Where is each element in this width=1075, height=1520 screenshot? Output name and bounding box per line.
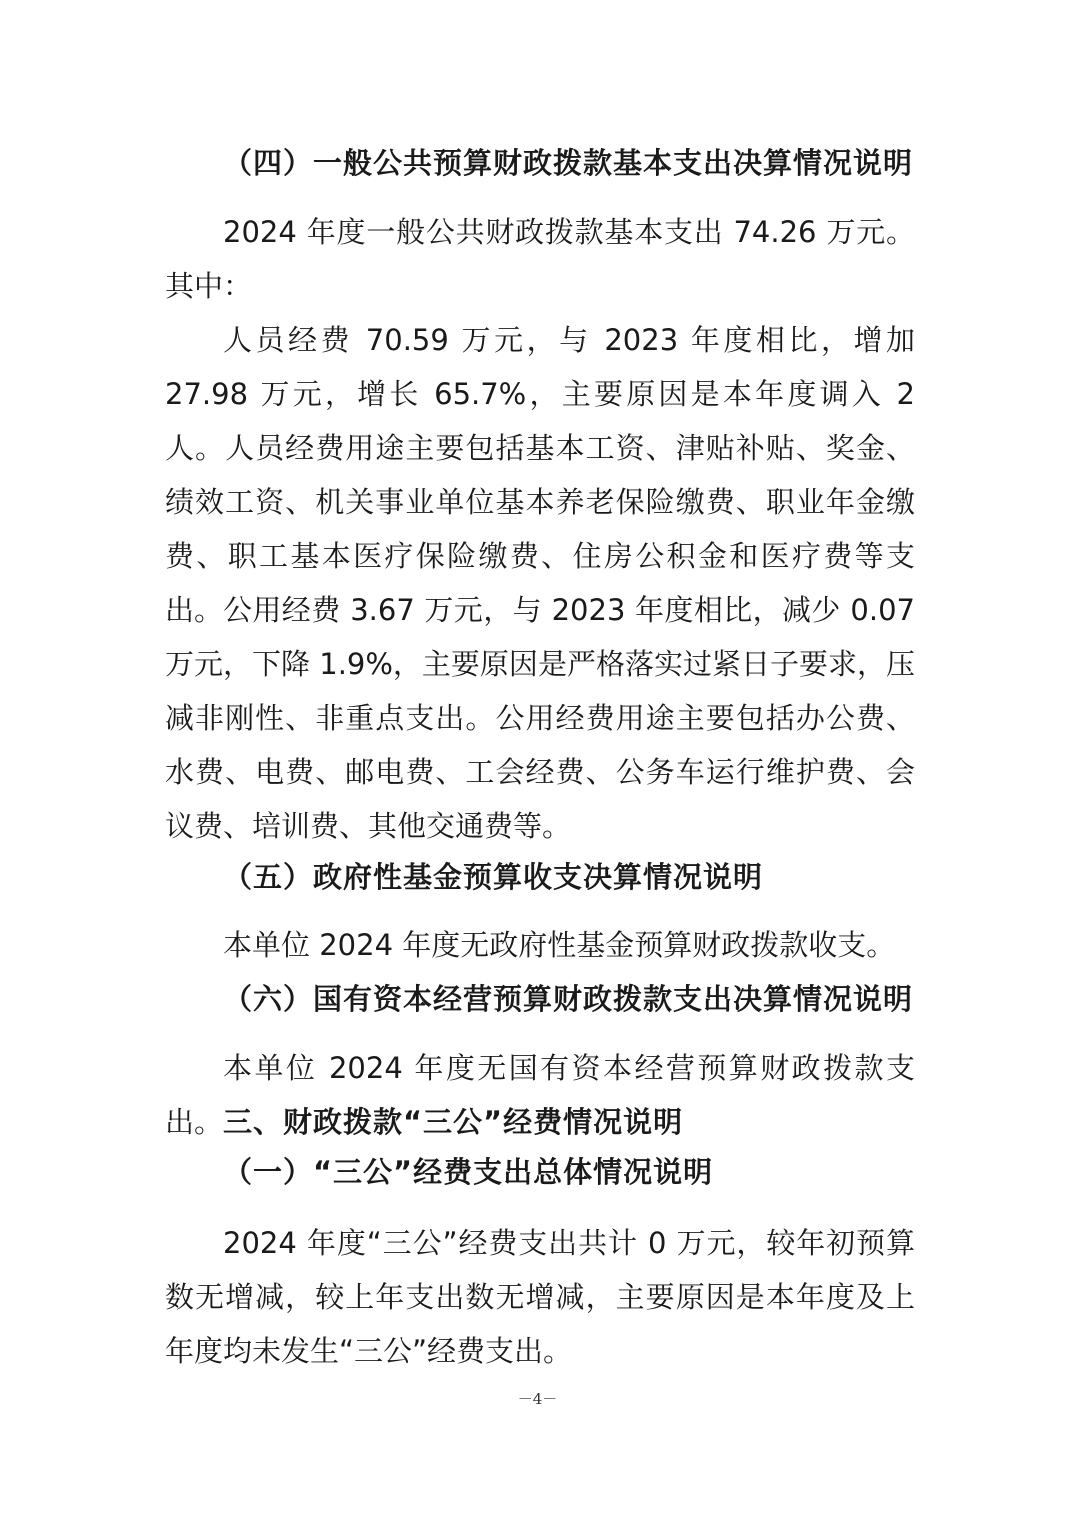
paragraph-government-fund: 本单位 2024 年度无政府性基金预算财政拨款收支。 (223, 928, 896, 962)
paragraph-public-expenses: 公用经费 3.67 万元，与 2023 年度相比，减少 0.07 万元，下降 1.9%，主要原因是严格落实过紧日子要求，压减非刚性、非重点支出。公用经费用途主要包括办公费、水费、电费、邮电费、工会经费、公务车运行维护费、会议费、培训费、其他交通费等。 (165, 593, 915, 843)
heading-state-capital: （六）国有资本经营预算财政拨款支出决算情况说明 (223, 982, 914, 1016)
heading-three-public-expenses: 三、财政拨款“三公”经费情况说明 (223, 1105, 684, 1139)
paragraph-personnel-expenses: 人员经费 70.59 万元，与 2023 年度相比，增加 27.98 万元，增长 65.7%，主要原因是本年度调入 2 人。人员经费用途主要包括基本工资、津贴补贴、奖金、绩效工资、机关事业单位基本养老保险缴费、职业年金缴费、职工基本医疗保险缴费、住房公积金和医疗费等支出。 (165, 323, 915, 627)
paragraph-state-capital: 本单位 2024 年度无国有资本经营预算财政拨款支出。 (165, 1051, 915, 1139)
heading-three-public-overall: （一）“三公”经费支出总体情况说明 (223, 1155, 714, 1189)
paragraph-three-public-total: 2024 年度“三公”经费支出共计 0 万元，较年初预算数无增减，较上年支出数无增减，主要原因是本年度及上年度均未发生“三公”经费支出。 (165, 1226, 915, 1368)
paragraph-basic-expenditure-total: 2024 年度一般公共财政拨款基本支出 74.26 万元。其中： (165, 215, 915, 303)
heading-basic-expenditure: （四）一般公共预算财政拨款基本支出决算情况说明 (223, 146, 914, 180)
page-number: －4－ (517, 1390, 558, 1408)
heading-government-fund: （五）政府性基金预算收支决算情况说明 (223, 860, 764, 894)
